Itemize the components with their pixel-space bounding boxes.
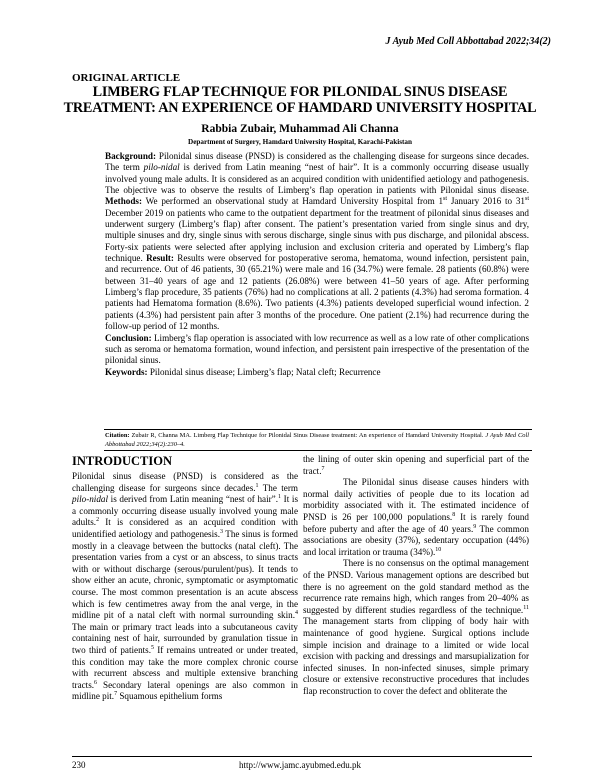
conclusion-text: Limberg’s flap operation is associated with low recurrence as well as a low rate of other complications such as seroma or hematoma formation, wound infection, and persistent pain irrespective of the presentation of the pilonidal sinus.: [105, 332, 529, 366]
background-italic: pilo-nidal: [143, 162, 180, 173]
authors: Rabbia Zubair, Muhammad Ali Channa: [201, 123, 399, 135]
intro-continued: [303, 454, 529, 477]
background-label: Background:: [105, 151, 157, 161]
text-run: It is considered as an acquired condition with unidentified aetiology and pathogenesis.: [72, 517, 298, 539]
citation-text: Zubair R, Channa MA. Limberg Flap Technique for Pilonidal Sinus Disease treatment: An experience of Hamdard University Hospital.: [129, 432, 486, 439]
text-run: The common associations are obesity (37%), sedentary occupation (44%) and local irritation or trauma (34%).: [303, 523, 529, 557]
abstract: [105, 151, 529, 378]
department: Department of Surgery, Hamdard University Hospital, Karachi-Pakistan: [188, 138, 412, 146]
citation-label: Citation:: [105, 432, 130, 439]
ref: 9: [473, 523, 477, 530]
text-run: There is no consensus on the optimal management of the PNSD. Various management options are described but there is no agreement on the gold standard method as the recurrence rate remains high, which ranges from 20–40% as suggested by different studies regardless of the technique.: [303, 558, 529, 615]
ref: 8: [452, 511, 456, 518]
divider-top: [104, 429, 532, 430]
conclusion-label: Conclusion:: [105, 332, 152, 343]
text-run: the lining of outer skin opening and superficial part of the tract.: [303, 454, 529, 476]
introduction-heading: INTRODUCTION: [72, 454, 173, 468]
intro-paragraph-3: [303, 558, 529, 697]
ref: 10: [435, 546, 442, 553]
italic-run: pilo-nidal: [72, 494, 108, 505]
intro-paragraph-1: [72, 471, 298, 703]
ref: 11: [523, 604, 529, 611]
abstract-conclusion: [105, 333, 529, 367]
journal-url-link[interactable]: http://www.jamc.ayubmed.edu.pk: [239, 760, 361, 770]
methods-label: Methods:: [105, 196, 143, 207]
citation-journal: J Ayub Med Coll Abbottabad 2022;34(2):230–4.: [105, 432, 529, 448]
article-type: ORIGINAL ARTICLE: [72, 72, 181, 84]
text-run: Pilonidal sinus disease (PNSD) is considered as the challenging disease for surgeons since decades.: [72, 471, 298, 493]
text-run: Squamous epithelium forms: [117, 691, 223, 702]
background-text-2: is derived from Latin meaning “nest of hair”. It is a commonly occurring disease usually involved young male adults. It is considered as an acquired condition with unidentified aetiology and pathogenesis. The objective was to observe the results of Limberg’s flap operation in patients with Pilonidal sinus disease.: [105, 162, 529, 196]
ref: 6: [94, 679, 98, 686]
result-text: Results were observed for postoperative seroma, hematoma, wound infection, persistent pain, and recurrence. Out of 46 patients, 30 (65.21%) were male and 16 (34.7%) were female. 28 patients (60.8%) were between 31–40 years of age and 12 patients (26.08%) were between 41–50 years of age. After performing Limberg’s flap procedure, 35 patients (76%) had no complications at all. 2 patients (4.3%) had seroma formation. 4 patients had Hematoma formation (8.6%). Two patients (4.3%) patients developed superficial wound infection. 2 patients (4.3%) had persistent pain after 3 months of the procedure. One patient (2.1%) had recurrence during the follow-up period of 12 months.: [105, 253, 529, 332]
keywords-text: Pilonidal sinus disease; Limberg’s flap; Natal cleft; Recurrence: [147, 366, 381, 377]
background-text: Pilonidal sinus disease (PNSD) is considered as the challenging disease for surgeons since decades. The term: [105, 151, 529, 173]
article-title: [60, 84, 540, 116]
text-run: is derived from Latin meaning “nest of hair”.: [108, 494, 279, 505]
keywords-label: Keywords:: [105, 366, 148, 377]
abstract-body: [105, 151, 529, 333]
text-run: The management starts from clipping of body hair with maintenance of good hygiene. Surgical options include simple incision and drainage to a limited or wide local excision with packing and dressings and marsupialization for infected sinuses. In non-infected sinuses, simple primary closure or extensive reconstructive procedures that includes flap reconstruction to cover the defect and obliterate the: [303, 616, 529, 696]
text-run: Secondary lateral openings are also common in midline pit.: [72, 679, 298, 702]
text-run: If remains untreated or under treated, this condition may take the more complex chronic course with recurrent abscess and multiple extensive branching tracts.: [72, 644, 299, 690]
text-run: The term: [258, 482, 298, 493]
methods-sup-2: st: [524, 196, 529, 203]
methods-text: We performed an observational study at Hamdard University Hospital from 1: [142, 196, 444, 207]
text-run: The sinus is formed mostly in a cleavage between the buttocks (natal cleft). The presentation varies from a cyst or an abscess, to sinus tracts with or without discharge (serous/purulent/pus). It tends to show either an acute, chronic, symptomatic or asymptomatic course. The most common presentation is an acute abscess which is few centimetres away from the anal verge, in the midline pit of a natal cleft with normal surrounding skin.: [72, 528, 298, 621]
page-number: 230: [72, 760, 86, 770]
title-line-1: LIMBERG FLAP TECHNIQUE FOR PILONIDAL SINUS DISEASE: [92, 84, 508, 100]
ref: 7: [321, 465, 325, 472]
title-line-2: TREATMENT: AN EXPERIENCE OF HAMDARD UNIVERSITY HOSPITAL: [63, 100, 537, 116]
text-run: It is rarely found before puberty and after the age of 40 years.: [303, 511, 529, 534]
citation: [105, 432, 529, 449]
ref: 1: [255, 482, 259, 489]
methods-text-2: January 2016 to 31: [447, 196, 525, 207]
text-run: The main or primary tract leads into a subcutaneous cavity containing nest of hair, surrounded by granulation tissue in two third of patients.: [72, 621, 298, 655]
divider-bottom: [104, 450, 532, 451]
text-run: The Pilonidal sinus disease causes hinders with normal daily activities of people due to its location ad morbidity associated with it. The estimated incidence of PNSD is 26 per 100,000 populations.: [303, 477, 529, 522]
journal-header: J Ayub Med Coll Abbottabad 2022;34(2): [385, 36, 551, 47]
abstract-keywords: [105, 367, 529, 378]
intro-paragraph-2: [303, 477, 529, 558]
ref: 1: [278, 494, 282, 501]
methods-sup-1: st: [443, 196, 448, 203]
ref: 7: [114, 691, 118, 698]
text-run: It is a commonly occurring disease usually involved young male adults.: [72, 494, 298, 528]
methods-text-3: December 2019 on patients who came to the outpatient department for the treatment of pilonidal sinus diseases and underwent surgery (Limberg’s flap) after consent. The patient’s presentation varied from single sinus and dry, multiple sinuses and dry, single sinus with serous discharge, single sinus with pus discharge, and pilonidal abscess. Forty-six patients were selected after applying inclusion and exclusion criteria and operated by Limberg’s flap technique.: [105, 207, 529, 264]
footer-divider: [72, 756, 532, 757]
ref: 3: [219, 528, 223, 535]
result-label: Result:: [146, 253, 174, 264]
right-column: [303, 454, 529, 697]
ref: 2: [96, 517, 100, 524]
ref: 4: [295, 610, 298, 617]
left-column: [72, 454, 298, 703]
ref: 5: [151, 644, 154, 651]
